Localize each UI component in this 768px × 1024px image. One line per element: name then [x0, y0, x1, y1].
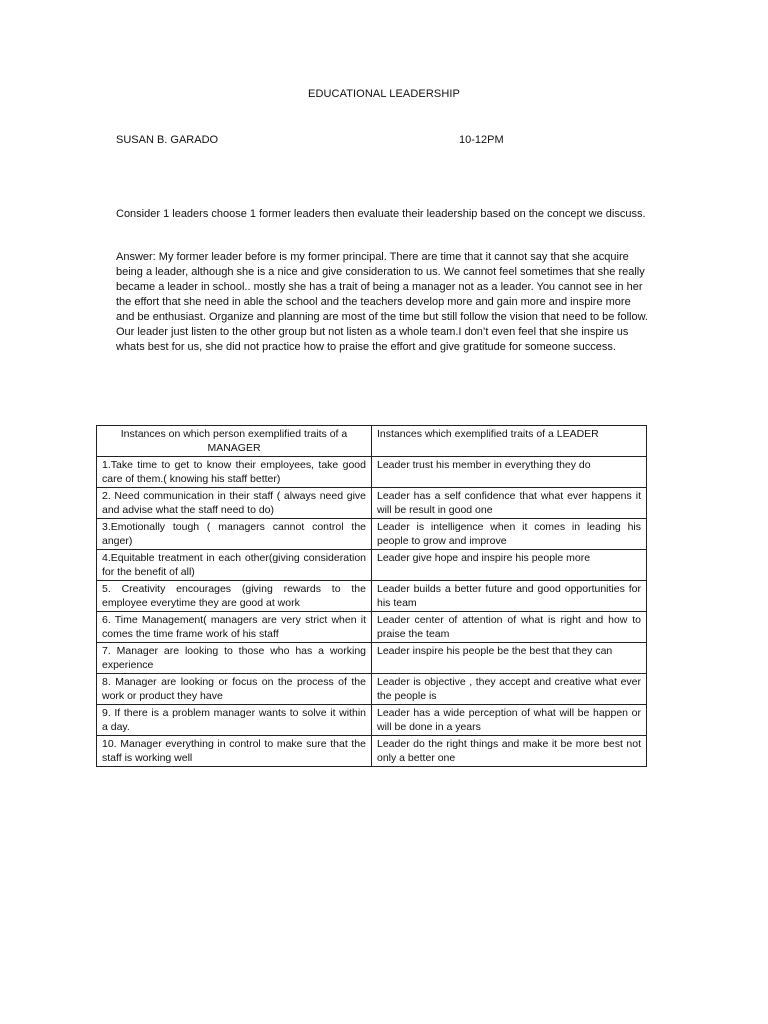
leader-trait-cell: Leader do the right things and make it be more best not only a better one — [372, 736, 647, 767]
table-row — [97, 488, 647, 519]
table-row — [97, 705, 647, 736]
manager-trait-cell: 1.Take time to get to know their employees, take good care of them.( knowing his staff better) — [97, 457, 372, 488]
question-paragraph: Consider 1 leaders choose 1 former leaders then evaluate their leadership based on the concept we discuss. — [116, 208, 646, 220]
leader-trait-cell: Leader trust his member in everything they do — [372, 457, 647, 488]
table-row — [97, 550, 647, 581]
manager-trait-cell: 4.Equitable treatment in each other(giving consideration for the benefit of all) — [97, 550, 372, 581]
manager-column-header: Instances on which person exemplified traits of a MANAGER — [97, 426, 372, 457]
manager-trait-cell: 3.Emotionally tough ( managers cannot control the anger) — [97, 519, 372, 550]
table-row — [97, 736, 647, 767]
manager-trait-cell: 6. Time Management( managers are very strict when it comes the time frame work of his staff — [97, 612, 372, 643]
leader-column-header: Instances which exemplified traits of a LEADER — [372, 426, 647, 457]
answer-paragraph: Answer: My former leader before is my former principal. There are time that it cannot say that she acquire being a leader, although she is a nice and give consideration to us. We cannot feel sometimes that she really became a leader in school.. mostly she has a trait of being a manager not as a leader. You cannot see in her the effort that she need in able the school and the teachers develop more and gain more and inspire more and be enthusiast. Organize and planning are most of the time but still follow the vision that need to be follow. Our leader just listen to the other group but not listen as a whole team.I don’t even feel that she inspire us whats best for us, she did not practice how to praise the effort and give gratitude for someone success. — [116, 251, 648, 353]
table-row — [97, 581, 647, 612]
table-row — [97, 457, 647, 488]
table-row — [97, 643, 647, 674]
document-title: EDUCATIONAL LEADERSHIP — [308, 88, 460, 100]
manager-trait-cell: 7. Manager are looking to those who has a working experience — [97, 643, 372, 674]
manager-trait-cell: 10. Manager everything in control to make sure that the staff is working well — [97, 736, 372, 767]
leader-trait-cell: Leader has a self confidence that what ever happens it will be result in good one — [372, 488, 647, 519]
table-header-row — [97, 426, 647, 457]
table-row — [97, 519, 647, 550]
leader-trait-cell: Leader inspire his people be the best that they can — [372, 643, 647, 674]
leader-trait-cell: Leader builds a better future and good opportunities for his team — [372, 581, 647, 612]
leader-trait-cell: Leader give hope and inspire his people more — [372, 550, 647, 581]
leader-trait-cell: Leader center of attention of what is right and how to praise the team — [372, 612, 647, 643]
manager-trait-cell: 2. Need communication in their staff ( always need give and advise what the staff need to do) — [97, 488, 372, 519]
table-row — [97, 612, 647, 643]
manager-trait-cell: 9. If there is a problem manager wants to solve it within a day. — [97, 705, 372, 736]
traits-table — [96, 425, 647, 767]
manager-trait-cell: 8. Manager are looking or focus on the process of the work or product they have — [97, 674, 372, 705]
leader-trait-cell: Leader is intelligence when it comes in leading his people to grow and improve — [372, 519, 647, 550]
table-row — [97, 674, 647, 705]
leader-trait-cell: Leader has a wide perception of what will be happen or will be done in a years — [372, 705, 647, 736]
class-time: 10-12PM — [459, 134, 504, 146]
manager-trait-cell: 5. Creativity encourages (giving rewards to the employee everytime they are good at work — [97, 581, 372, 612]
leader-trait-cell: Leader is objective , they accept and creative what ever the people is — [372, 674, 647, 705]
author-name: SUSAN B. GARADO — [116, 134, 219, 146]
